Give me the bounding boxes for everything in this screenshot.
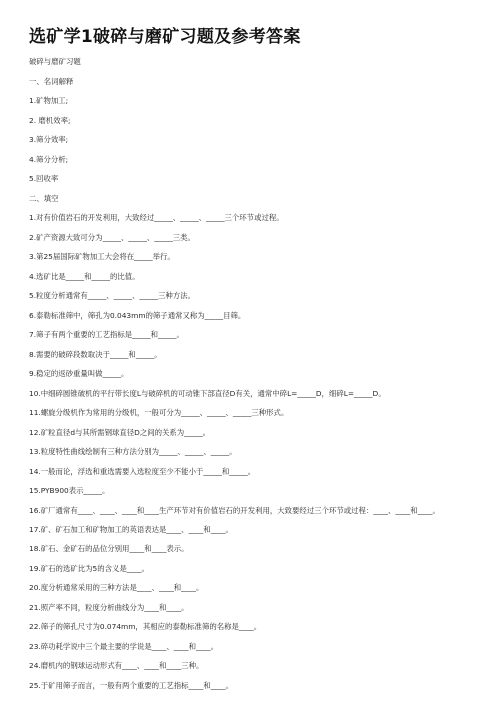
doc-line: 17.矿、矿石加工和矿物加工的英语表达是____、____和____。 <box>29 524 233 534</box>
document-body <box>29 57 494 700</box>
doc-line: 20.度分析通常采用的三种方法是____、____和____。 <box>29 583 204 592</box>
doc-line: 23.碎功耗学说中三个最主要的学说是____、____和____。 <box>29 641 219 651</box>
doc-line: 一、名词解释 <box>29 76 74 86</box>
doc-line: 1.对有价值岩石的开发利用，大致经过_____、_____、_____三个环节或过程。 <box>29 213 284 222</box>
doc-line: 21.照产率不同，粒度分析曲线分为____和____。 <box>29 602 189 612</box>
doc-line: 3.筛分效率; <box>29 135 69 144</box>
doc-line: 19.矿石的选矿比为5的含义是____。 <box>29 563 149 573</box>
doc-line: 4.选矿比是_____和_____的比值。 <box>29 271 140 281</box>
doc-line: 24.磨机内的钢球运动形式有____、____和____三种。 <box>29 661 204 670</box>
doc-line: 12.矿粒直径d与其所需钢球直径D之间的关系为_____。 <box>29 427 211 437</box>
doc-line: 破碎与磨矿习题 <box>29 57 81 66</box>
doc-line: 10.中细碎圆锥破机的平行带长度L与破碎机的可动锥下部直径D有关，通常中碎L=_____D，细碎L=_____D。 <box>29 388 386 398</box>
doc-line: 16.矿厂通常有____、____、____和____生产环节对有价值岩石的开发利用，大致要经过三个环节或过程：____、____和____。 <box>29 505 440 515</box>
doc-line: 2.矿产资源大致可分为_____、_____、_____三类。 <box>29 232 195 242</box>
doc-line: 2. 磨机效率; <box>29 115 71 125</box>
doc-line: 9.稳定的返砂重量叫做_____。 <box>29 369 129 378</box>
doc-line: 14.一般而论，浮选和重选需要入选粒度至少不能小于_____和_____。 <box>29 466 256 476</box>
doc-line: 6.泰勒标准筛中，筛孔为0.043mm的筛子通常又称为_____目筛。 <box>29 310 246 320</box>
doc-line: 3.第25届国际矿物加工大会将在_____举行。 <box>29 252 175 261</box>
doc-line: 13.粒度特性曲线绘制有三种方法分别为_____、_____、_____。 <box>29 447 237 456</box>
doc-line: 11.螺旋分级机作为常用的分级机，一般可分为_____、_____、_____三种形式。 <box>29 408 289 417</box>
doc-line: 1.矿物加工; <box>29 96 69 105</box>
doc-line: 8.需要的破碎段数取决于_____和_____。 <box>29 349 162 359</box>
doc-line: 18.矿石、金矿石的品位分别用____和____表示。 <box>29 544 189 553</box>
document-title: 选矿学1破碎与磨矿习题及参考答案 <box>29 27 301 47</box>
doc-line: 22.筛子的筛孔尺寸为0.074mm，其相应的泰勒标准筛的名称是____。 <box>29 622 262 631</box>
doc-line: 4.筛分分析; <box>29 154 69 164</box>
doc-line: 5.回收率 <box>29 174 59 183</box>
doc-line: 5.粒度分析通常有_____、_____、_____三种方法。 <box>29 291 195 300</box>
doc-line: 25.于矿用筛子而言，一般有两个重要的工艺指标____和____。 <box>29 680 233 690</box>
doc-line: 15.PYB900表示_____。 <box>29 486 110 495</box>
doc-line: 二、填空 <box>29 193 59 203</box>
doc-line: 7.筛子有两个重要的工艺指标是_____和_____。 <box>29 330 184 339</box>
